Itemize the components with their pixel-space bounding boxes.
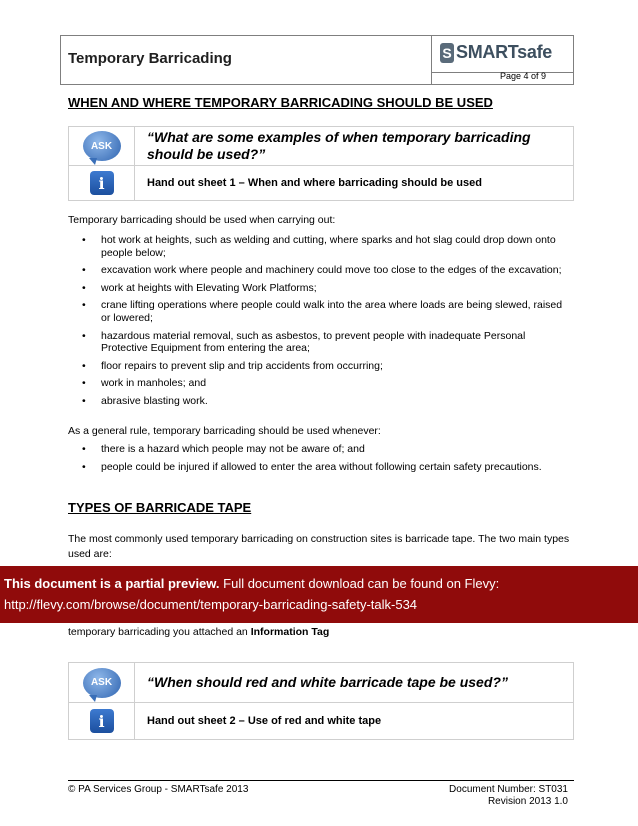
tape-types-intro: The most commonly used temporary barricading on construction sites is barricade tape. The two main types used are: [68,533,570,560]
list-item: • people could be injured if allowed to enter the area without following certain safety precautions. [68,461,564,474]
handout-text: Hand out sheet 1 – When and where barricading should be used [147,177,482,189]
document-number: Document Number: ST031 [449,784,568,795]
ask-speech-bubble-icon: ASK [83,668,121,698]
list-item: • hot work at heights, such as welding and cutting, where sparks and hot slag could drop down onto people below; [68,234,564,259]
list-item: • crane lifting operations where people could walk into the area where loads are being slewed, raised or lowered; [68,299,564,324]
list-item: • work in manholes; and [68,377,564,390]
list-item: • there is a hazard which people may not be aware of; and [68,443,564,456]
ask-icon-cell [69,127,135,165]
section-heading-when-where: WHEN AND WHERE TEMPORARY BARRICADING SHOULD BE USED [68,95,493,110]
list-item: • excavation work where people and machinery could move too close to the edges of the excavation; [68,264,564,277]
general-rule-intro: As a general rule, temporary barricading should be used whenever: [68,425,381,437]
ask-row [69,127,573,166]
ask-question: “What are some examples of when temporary barricading should be used?” [147,129,531,162]
preview-notice [4,576,499,591]
info-icon-cell [69,166,135,200]
info-row [69,166,573,200]
information-tag-text-part: temporary barricading you attached an [68,626,251,638]
page-number: Page 4 of 9 [500,71,547,81]
section-heading-tape-types: TYPES OF BARRICADE TAPE [68,500,252,515]
document-title: Temporary Barricading [68,50,232,67]
download-link[interactable]: http://flevy.com/browse/document/temporary-barricading-safety-talk-534 [4,597,418,612]
info-row [69,703,573,739]
footer-doc-info [380,784,568,808]
footer-divider [68,780,574,781]
list-item: • floor repairs to prevent slip and trip accidents from occurring; [68,360,564,373]
header-divider [431,36,432,84]
logo-text: SMARTsafe [456,42,552,62]
info-icon: i [90,171,114,195]
preview-banner [0,566,638,623]
revision: Revision 2013 1.0 [487,796,568,807]
logo-mark-icon: S [440,43,454,63]
barricading-intro: Temporary barricading should be used when carrying out: [68,214,336,226]
general-rule-list [68,443,564,478]
list-item: • hazardous material removal, such as asbestos, to prevent people with inadequate Personal Protective Equipment from entering the area; [68,330,564,355]
list-item: • work at heights with Elevating Work Platforms; [68,282,564,295]
information-tag-text [68,626,574,639]
preview-notice-text: Full document download can be found on Flevy: [219,576,500,591]
ask-row [69,663,573,703]
ask-speech-bubble-icon: ASK [83,131,121,161]
handout-text: Hand out sheet 2 – Use of red and white tape [147,715,382,727]
ask-info-table [68,126,574,201]
ask-icon-cell [69,663,135,702]
list-item: • abrasive blasting work. [68,395,564,408]
preview-notice-bold: This document is a partial preview. [4,576,220,591]
ask-info-table-2 [68,662,574,740]
ask-question: “When should red and white barricade tape be used?” [147,674,508,690]
smartsafe-logo [440,40,564,65]
info-icon: i [90,709,114,733]
information-tag-bold: Information Tag [250,626,330,638]
barricading-list [68,234,564,413]
info-icon-cell [69,703,135,739]
footer-copyright: © PA Services Group - SMARTsafe 2013 [68,784,249,795]
